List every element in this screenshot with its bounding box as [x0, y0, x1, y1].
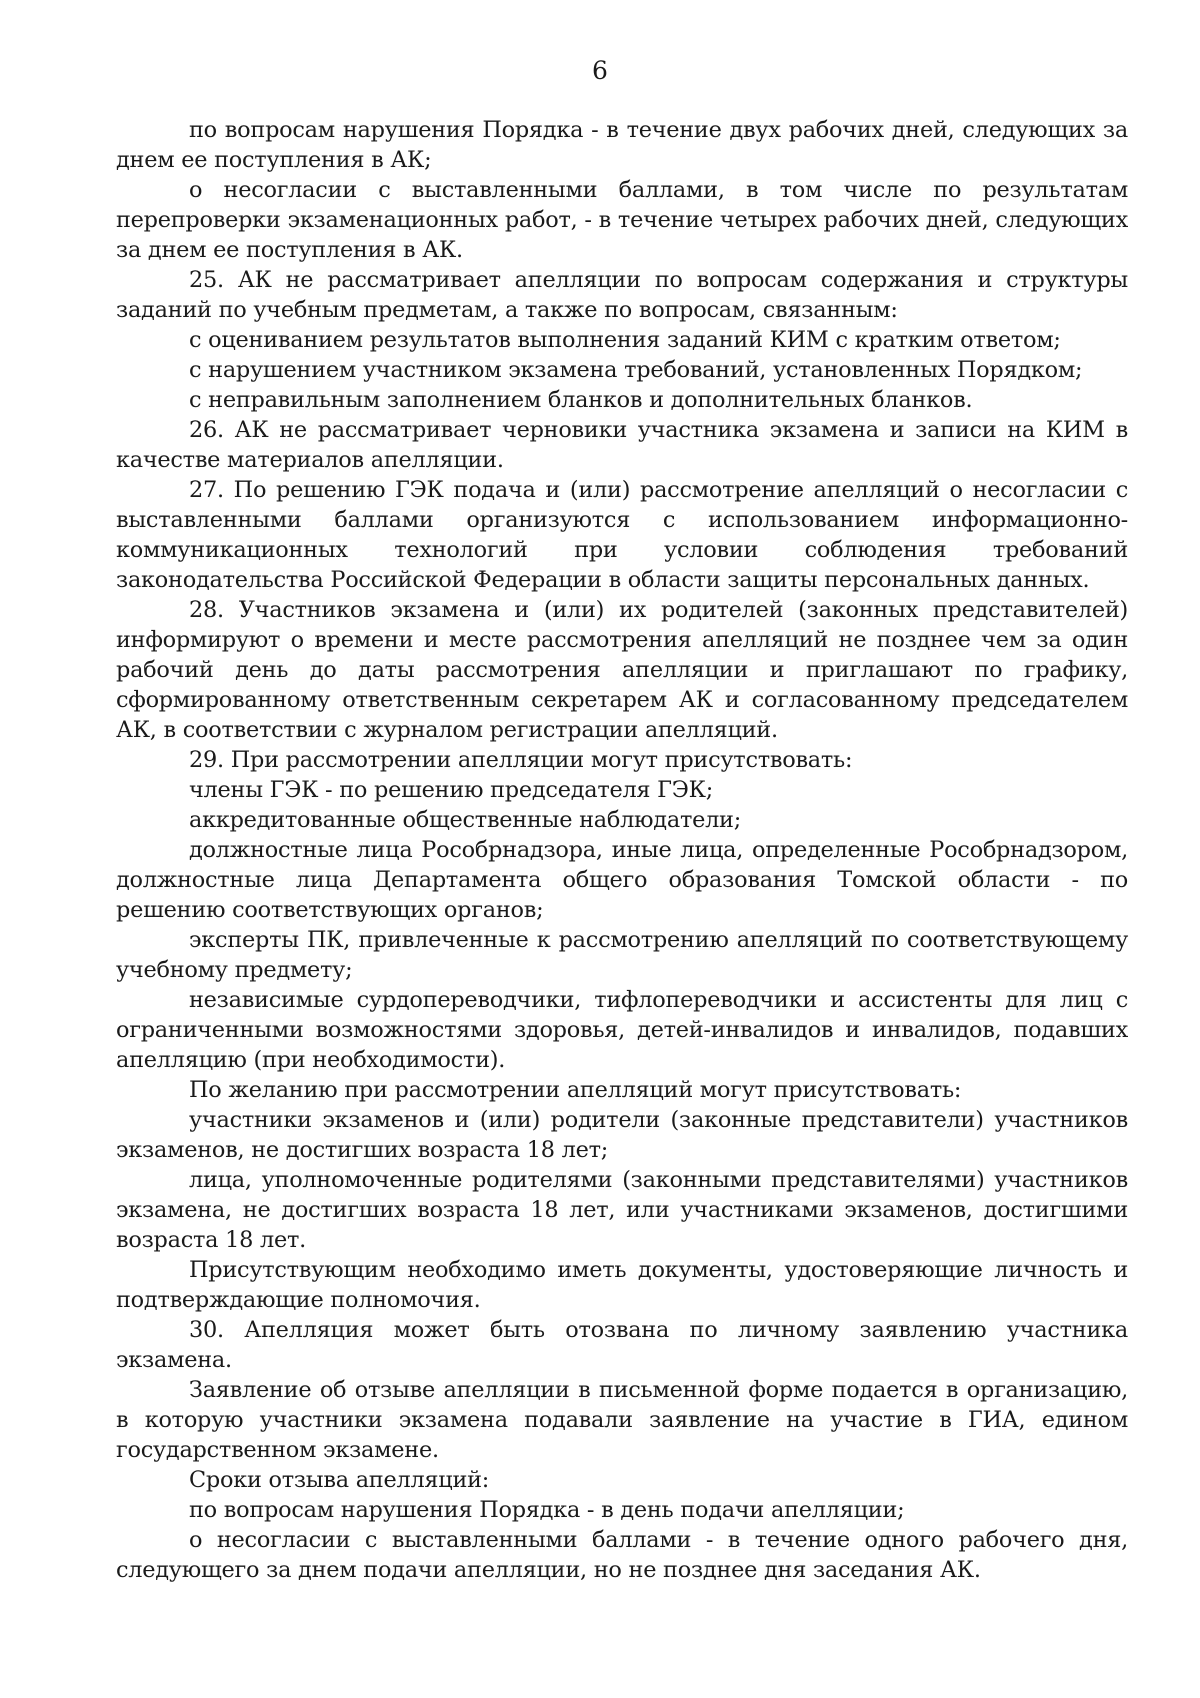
- page-number: 6: [592, 56, 608, 85]
- paragraph-withdrawal-statement: Заявление об отзыве апелляции в письменной форме подается в организацию, в которую участники экзамена подавали заявление на участие в ГИА, едином государственном экзамене.: [116, 1377, 1128, 1463]
- paragraph-withdrawal-deadline-procedure: по вопросам нарушения Порядка - в день подачи апелляции;: [189, 1497, 905, 1523]
- paragraph-deadline-scores: о несогласии с выставленными баллами, в том числе по результатам перепроверки экзаменационных работ, - в течение четырех рабочих дней, следующих за днем ее поступления в АК.: [116, 177, 1128, 263]
- paragraph-clause-25: 25. АК не рассматривает апелляции по вопросам содержания и структуры заданий по учебным предметам, а также по вопросам, связанным:: [116, 267, 1128, 323]
- paragraph-clause-29-item-2: аккредитованные общественные наблюдатели;: [189, 807, 742, 833]
- paragraph-clause-25-item-2: с нарушением участником экзамена требований, установленных Порядком;: [189, 357, 1083, 383]
- paragraph-clause-25-item-1: с оцениванием результатов выполнения заданий КИМ с кратким ответом;: [189, 327, 1061, 353]
- paragraph-clause-25-item-3: с неправильным заполнением бланков и дополнительных бланков.: [189, 387, 973, 413]
- paragraph-clause-28: 28. Участников экзамена и (или) их родителей (законных представителей) информируют о времени и месте рассмотрения апелляций не позднее чем за один рабочий день до даты рассмотрения апелляции и приглашают по графику, сформированному ответственным секретарем АК и согласованному председателем АК, в соответствии с журналом регистрации апелляций.: [116, 597, 1128, 743]
- paragraph-optional-attendees-item-1: участники экзаменов и (или) родители (законные представители) участников экзаменов, не достигших возраста 18 лет;: [116, 1107, 1128, 1163]
- paragraph-clause-27: 27. По решению ГЭК подача и (или) рассмотрение апелляций о несогласии с выставленными баллами организуются с использованием информационно-коммуникационных технологий при условии соблюдения требований законодательства Российской Федерации в области защиты персональных данных.: [116, 477, 1128, 593]
- paragraph-documents-required: Присутствующим необходимо иметь документы, удостоверяющие личность и подтверждающие полномочия.: [116, 1257, 1128, 1313]
- paragraph-clause-29-item-4: эксперты ПК, привлеченные к рассмотрению апелляций по соответствующему учебному предмету;: [116, 927, 1128, 983]
- paragraph-withdrawal-deadlines: Сроки отзыва апелляций:: [189, 1467, 490, 1493]
- paragraph-clause-29-item-1: члены ГЭК - по решению председателя ГЭК;: [189, 777, 714, 803]
- paragraph-clause-26: 26. АК не рассматривает черновики участника экзамена и записи на КИМ в качестве материалов апелляции.: [116, 417, 1128, 473]
- paragraph-clause-29-item-5: независимые сурдопереводчики, тифлопереводчики и ассистенты для лиц с ограниченными возможностями здоровья, детей-инвалидов и инвалидов, подавших апелляцию (при необходимости).: [116, 987, 1128, 1073]
- paragraph-deadline-procedure: по вопросам нарушения Порядка - в течение двух рабочих дней, следующих за днем ее поступления в АК;: [116, 117, 1128, 173]
- paragraph-optional-attendees: По желанию при рассмотрении апелляций могут присутствовать:: [189, 1077, 962, 1103]
- paragraph-clause-30: 30. Апелляция может быть отозвана по личному заявлению участника экзамена.: [116, 1317, 1128, 1373]
- document-body: [116, 115, 1128, 1585]
- paragraph-withdrawal-deadline-scores: о несогласии с выставленными баллами - в течение одного рабочего дня, следующего за днем подачи апелляции, но не позднее дня заседания АК.: [116, 1527, 1128, 1583]
- paragraph-optional-attendees-item-2: лица, уполномоченные родителями (законными представителями) участников экзамена, не достигших возраста 18 лет, или участниками экзаменов, достигшими возраста 18 лет.: [116, 1167, 1128, 1253]
- paragraph-clause-29: 29. При рассмотрении апелляции могут присутствовать:: [189, 747, 853, 773]
- paragraph-clause-29-item-3: должностные лица Рособрнадзора, иные лица, определенные Рособрнадзором, должностные лица Департамента общего образования Томской области - по решению соответствующих органов;: [116, 837, 1128, 923]
